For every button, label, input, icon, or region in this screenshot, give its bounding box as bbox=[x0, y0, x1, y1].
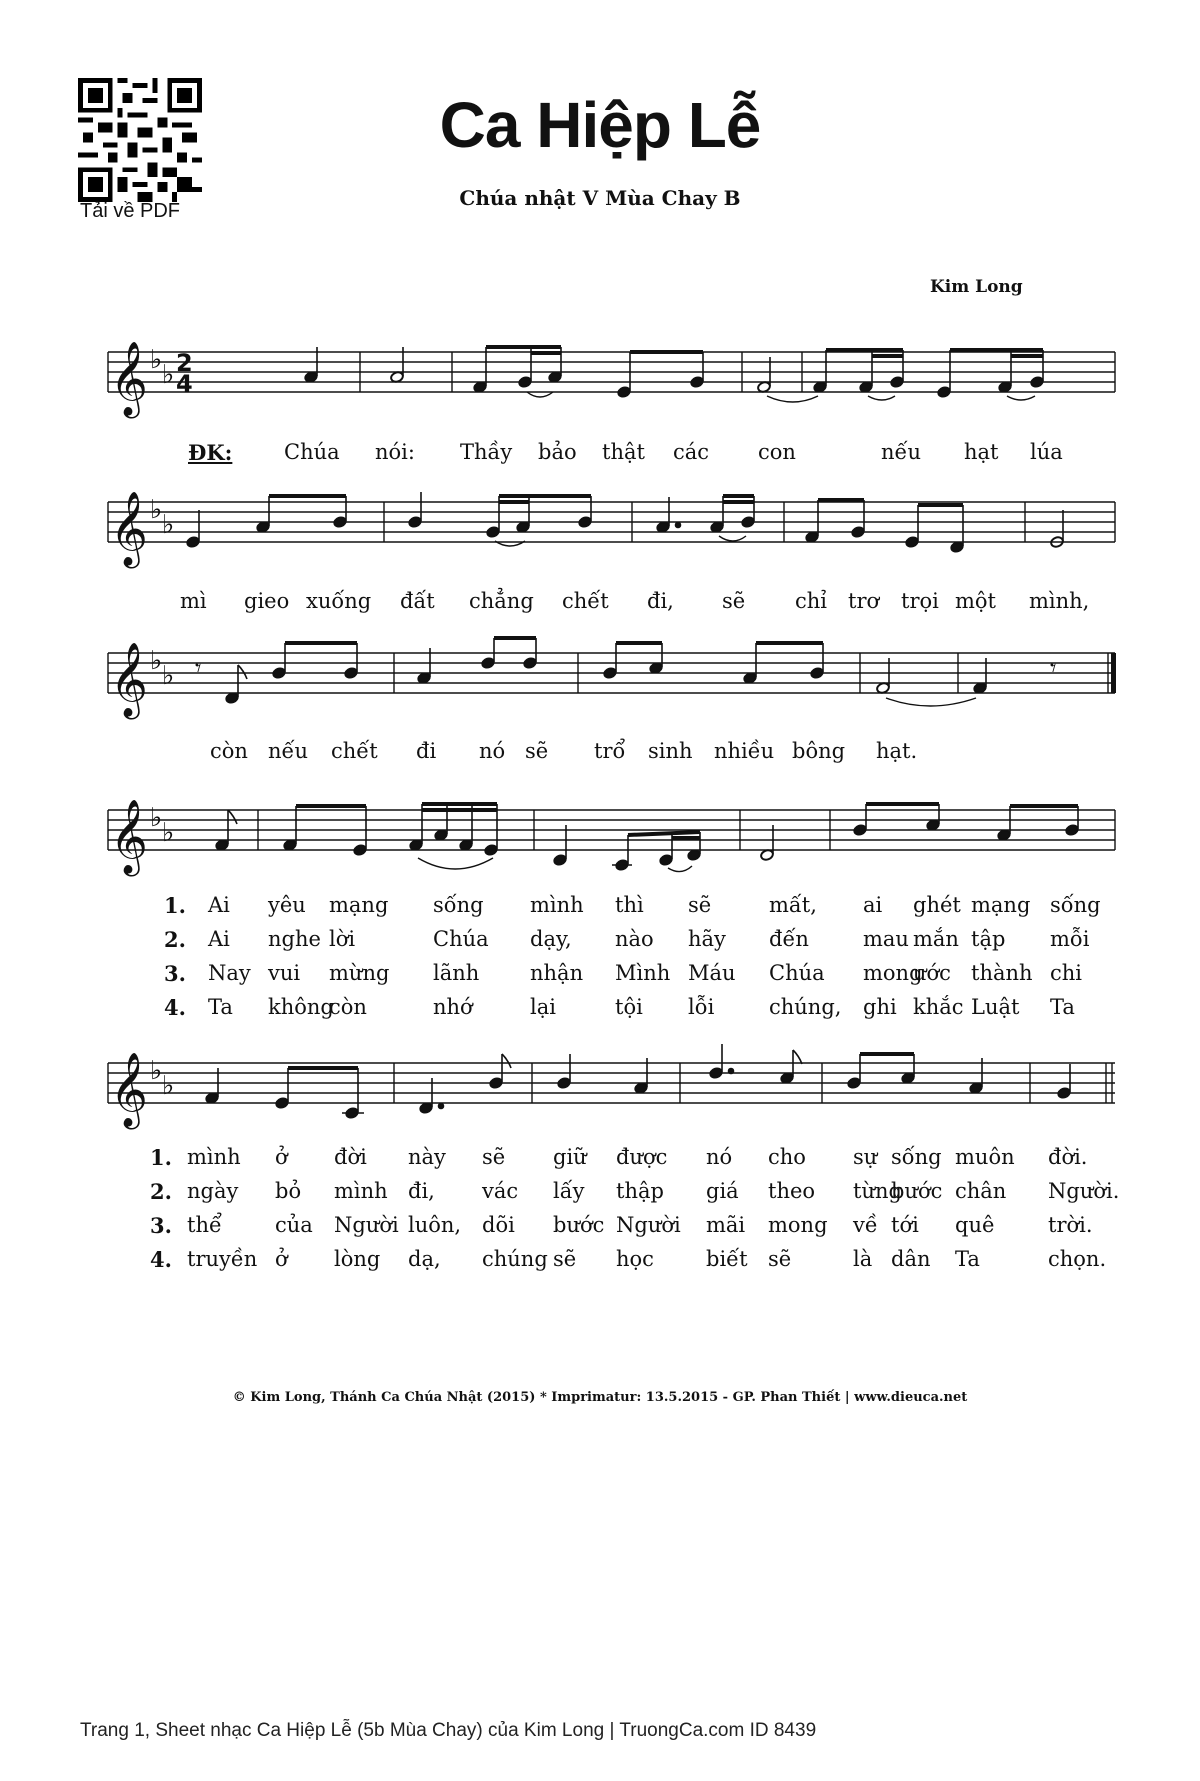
lyric-word: Mình bbox=[615, 961, 671, 985]
lyric-word: vác bbox=[482, 1179, 519, 1203]
download-pdf-label[interactable]: Tải về PDF bbox=[80, 200, 181, 222]
staff-system-5 bbox=[108, 1063, 1115, 1103]
lyric-word: Chúa bbox=[284, 440, 340, 464]
svg-text:𝄾: 𝄾 bbox=[1050, 654, 1057, 682]
lyric-word: tập bbox=[971, 927, 1006, 951]
lyric-word: mãi bbox=[706, 1213, 746, 1237]
lyric-word: yêu bbox=[268, 893, 306, 917]
lyric-word: nói: bbox=[375, 440, 415, 464]
lyric-word: trơ bbox=[848, 589, 880, 613]
lyric-word: ghi bbox=[863, 995, 897, 1019]
lyric-word: đi, bbox=[647, 589, 674, 613]
lyric-word: dạ, bbox=[408, 1247, 441, 1271]
lyric-word: này bbox=[408, 1145, 446, 1169]
lyric-word: đời bbox=[334, 1145, 367, 1169]
staff-system-4 bbox=[108, 810, 1115, 850]
lyric-word: lại bbox=[530, 995, 556, 1019]
lyric-word: tới bbox=[891, 1213, 919, 1237]
svg-text:𝄞: 𝄞 bbox=[110, 800, 148, 874]
lyric-word: sẽ bbox=[553, 1247, 577, 1271]
lyric-word: dõi bbox=[482, 1213, 515, 1237]
svg-text:𝄞: 𝄞 bbox=[110, 643, 148, 717]
lyric-word: thành bbox=[971, 961, 1033, 985]
lyric-word: nếu bbox=[881, 440, 921, 464]
lyric-word: thật bbox=[602, 440, 645, 464]
lyric-word: sẽ bbox=[768, 1247, 792, 1271]
lyric-word: còn bbox=[329, 995, 367, 1019]
lyric-word: Thầy bbox=[460, 440, 513, 464]
lyric-word: mắn bbox=[913, 927, 959, 951]
svg-text:♭: ♭ bbox=[162, 661, 175, 691]
lyric-word: học bbox=[616, 1247, 654, 1271]
lyric-word: biết bbox=[706, 1247, 748, 1271]
lyric-word: chọn. bbox=[1048, 1247, 1107, 1271]
staff-system-1 bbox=[108, 352, 1115, 392]
lyric-word: của bbox=[275, 1213, 313, 1237]
verse-number: 3. bbox=[164, 961, 186, 986]
lyric-word: Người. bbox=[1048, 1179, 1120, 1203]
lyric-word: Ta bbox=[955, 1247, 980, 1271]
lyric-word: mì bbox=[180, 589, 207, 613]
svg-text:𝄞: 𝄞 bbox=[110, 1053, 148, 1127]
lyric-word: mình bbox=[334, 1179, 388, 1203]
lyric-word: mỗi bbox=[1050, 927, 1090, 951]
lyric-word: Ai bbox=[208, 893, 230, 917]
svg-text:𝄞: 𝄞 bbox=[110, 342, 148, 416]
lyric-word: từng bbox=[853, 1179, 902, 1203]
page-footer: Trang 1, Sheet nhạc Ca Hiệp Lễ (5b Mùa Chay) của Kim Long | TruongCa.com ID 8439 bbox=[80, 1720, 817, 1741]
lyric-word: khắc bbox=[913, 995, 964, 1019]
lyric-word: thể bbox=[187, 1213, 222, 1237]
lyric-word: được bbox=[616, 1145, 668, 1169]
lyric-word: một bbox=[955, 589, 996, 613]
lyric-word: đi, bbox=[408, 1179, 435, 1203]
verse-number: 4. bbox=[164, 995, 186, 1020]
lyric-word: dạy, bbox=[530, 927, 572, 951]
lyric-word: sẽ bbox=[482, 1145, 506, 1169]
lyric-word: ghét bbox=[913, 893, 961, 917]
lyric-word: ai bbox=[863, 893, 883, 917]
lyric-word: hạt bbox=[964, 440, 999, 464]
svg-text:♭: ♭ bbox=[162, 1071, 175, 1101]
lyric-word: muôn bbox=[955, 1145, 1015, 1169]
lyric-word: mong bbox=[768, 1213, 828, 1237]
lyric-word: trọi bbox=[901, 589, 939, 613]
verse-number: 3. bbox=[150, 1213, 172, 1238]
lyric-word: thì bbox=[615, 893, 644, 917]
svg-text:♭: ♭ bbox=[150, 495, 163, 525]
verse-number: 4. bbox=[150, 1247, 172, 1272]
lyric-word: lấy bbox=[553, 1179, 585, 1203]
lyric-word: hãy bbox=[688, 927, 726, 951]
lyric-word: chân bbox=[955, 1179, 1007, 1203]
lyric-word: chúng, bbox=[769, 995, 842, 1019]
refrain-label: ĐK: bbox=[188, 440, 233, 465]
lyric-word: mạng bbox=[329, 893, 389, 917]
lyric-word: mau bbox=[863, 927, 909, 951]
lyric-word: hạt. bbox=[876, 739, 918, 763]
lyric-word: bước bbox=[891, 1179, 943, 1203]
lyric-word: chúng bbox=[482, 1247, 548, 1271]
lyric-word: sống bbox=[891, 1145, 942, 1169]
lyric-word: đi bbox=[416, 739, 437, 763]
lyric-word: đời. bbox=[1048, 1145, 1088, 1169]
lyric-word: lãnh bbox=[433, 961, 480, 985]
lyric-word: Máu bbox=[688, 961, 736, 985]
lyric-word: giá bbox=[706, 1179, 739, 1203]
lyric-word: mình, bbox=[1029, 589, 1090, 613]
lyric-word: chết bbox=[331, 739, 378, 763]
lyric-word: các bbox=[673, 440, 710, 464]
svg-text:♭: ♭ bbox=[162, 818, 175, 848]
lyric-word: Nay bbox=[208, 961, 251, 985]
lyric-word: nó bbox=[706, 1145, 733, 1169]
lyric-word: thập bbox=[616, 1179, 664, 1203]
svg-text:♭: ♭ bbox=[150, 1056, 163, 1086]
lyric-word: sẽ bbox=[688, 893, 712, 917]
lyric-word: sinh bbox=[648, 739, 693, 763]
lyric-word: trời. bbox=[1048, 1213, 1093, 1237]
song-subtitle: Chúa nhật V Mùa Chay B bbox=[459, 186, 741, 210]
lyric-word: trổ bbox=[594, 739, 626, 763]
lyric-word: truyền bbox=[187, 1247, 258, 1271]
verse-number: 2. bbox=[150, 1179, 172, 1204]
lyric-word: chết bbox=[562, 589, 609, 613]
lyric-word: mình bbox=[187, 1145, 241, 1169]
lyric-word: Luật bbox=[971, 995, 1020, 1019]
lyric-word: theo bbox=[768, 1179, 816, 1203]
lyric-word: chi bbox=[1050, 961, 1083, 985]
lyric-word: nào bbox=[615, 927, 654, 951]
lyric-word: bảo bbox=[538, 440, 577, 464]
lyric-word: Chúa bbox=[433, 927, 489, 951]
lyric-word: dân bbox=[891, 1247, 931, 1271]
lyric-word: nếu bbox=[268, 739, 308, 763]
lyric-word: bỏ bbox=[275, 1179, 302, 1203]
lyric-word: cho bbox=[768, 1145, 806, 1169]
lyric-word: Người bbox=[334, 1213, 399, 1237]
lyric-word: lúa bbox=[1030, 440, 1063, 464]
lyric-word: quê bbox=[955, 1213, 995, 1237]
svg-text:♭: ♭ bbox=[150, 646, 163, 676]
svg-text:♭: ♭ bbox=[162, 360, 175, 390]
lyric-word: Người bbox=[616, 1213, 681, 1237]
copyright-notice: © Kim Long, Thánh Ca Chúa Nhật (2015) * Imprimatur: 13.5.2015 - GP. Phan Thiết | www.dieuca.net bbox=[232, 1390, 968, 1405]
time-signature-bottom: 4 bbox=[176, 370, 193, 398]
lyric-word: gieo bbox=[244, 589, 290, 613]
staff-system-2 bbox=[108, 502, 1115, 542]
lyric-word: nghe bbox=[268, 927, 321, 951]
lyric-word: mạng bbox=[971, 893, 1031, 917]
lyric-word: bông bbox=[792, 739, 846, 763]
svg-text:𝄾: 𝄾 bbox=[195, 654, 202, 682]
lyric-word: Chúa bbox=[769, 961, 825, 985]
lyric-word: lòng bbox=[334, 1247, 381, 1271]
lyric-word: tội bbox=[615, 995, 643, 1019]
lyric-word: nhiều bbox=[714, 739, 775, 763]
lyric-word: nhớ bbox=[433, 995, 473, 1019]
lyric-word: mình bbox=[530, 893, 584, 917]
lyric-word: sự bbox=[853, 1145, 878, 1169]
lyric-word: nó bbox=[479, 739, 506, 763]
lyric-word: Ta bbox=[1050, 995, 1075, 1019]
lyric-word: lời bbox=[329, 927, 356, 951]
lyric-word: sống bbox=[433, 893, 484, 917]
lyric-word: mất, bbox=[769, 893, 817, 917]
lyric-word: con bbox=[758, 440, 796, 464]
composer-name: Kim Long bbox=[930, 277, 1023, 297]
verse-number: 1. bbox=[164, 893, 186, 918]
lyric-word: mong bbox=[863, 961, 923, 985]
lyric-word: bước bbox=[553, 1213, 605, 1237]
lyric-word: Ai bbox=[208, 927, 230, 951]
lyric-word: luôn, bbox=[408, 1213, 462, 1237]
lyric-word: ở bbox=[275, 1247, 288, 1271]
lyric-word: chẳng bbox=[469, 589, 534, 613]
lyric-word: sẽ bbox=[722, 589, 746, 613]
lyric-word: chỉ bbox=[795, 589, 828, 613]
lyric-word: vui bbox=[268, 961, 301, 985]
lyric-word: giữ bbox=[553, 1145, 587, 1169]
time-signature-top: 2 bbox=[176, 349, 193, 377]
lyric-word: nhận bbox=[530, 961, 584, 985]
song-title: Ca Hiệp Lễ bbox=[439, 89, 761, 161]
lyric-word: Ta bbox=[208, 995, 233, 1019]
lyric-word: ngày bbox=[187, 1179, 239, 1203]
lyric-word: về bbox=[853, 1213, 878, 1237]
svg-text:𝄞: 𝄞 bbox=[110, 492, 148, 566]
lyric-word: ở bbox=[275, 1145, 288, 1169]
lyric-word: xuống bbox=[306, 589, 372, 613]
verse-number: 2. bbox=[164, 927, 186, 952]
lyric-word: còn bbox=[210, 739, 248, 763]
lyric-word: mừng bbox=[329, 961, 390, 985]
verse-number: 1. bbox=[150, 1145, 172, 1170]
svg-text:♭: ♭ bbox=[150, 803, 163, 833]
lyric-word: lỗi bbox=[688, 995, 715, 1019]
lyric-word: đến bbox=[769, 927, 809, 951]
svg-text:♭: ♭ bbox=[162, 510, 175, 540]
lyric-word: không bbox=[268, 995, 334, 1019]
svg-text:♭: ♭ bbox=[150, 345, 163, 375]
lyric-word: sống bbox=[1050, 893, 1101, 917]
lyric-word: sẽ bbox=[525, 739, 549, 763]
lyric-word: đất bbox=[400, 589, 435, 613]
lyric-word: là bbox=[853, 1247, 873, 1271]
lyric-word: ước bbox=[913, 961, 951, 985]
